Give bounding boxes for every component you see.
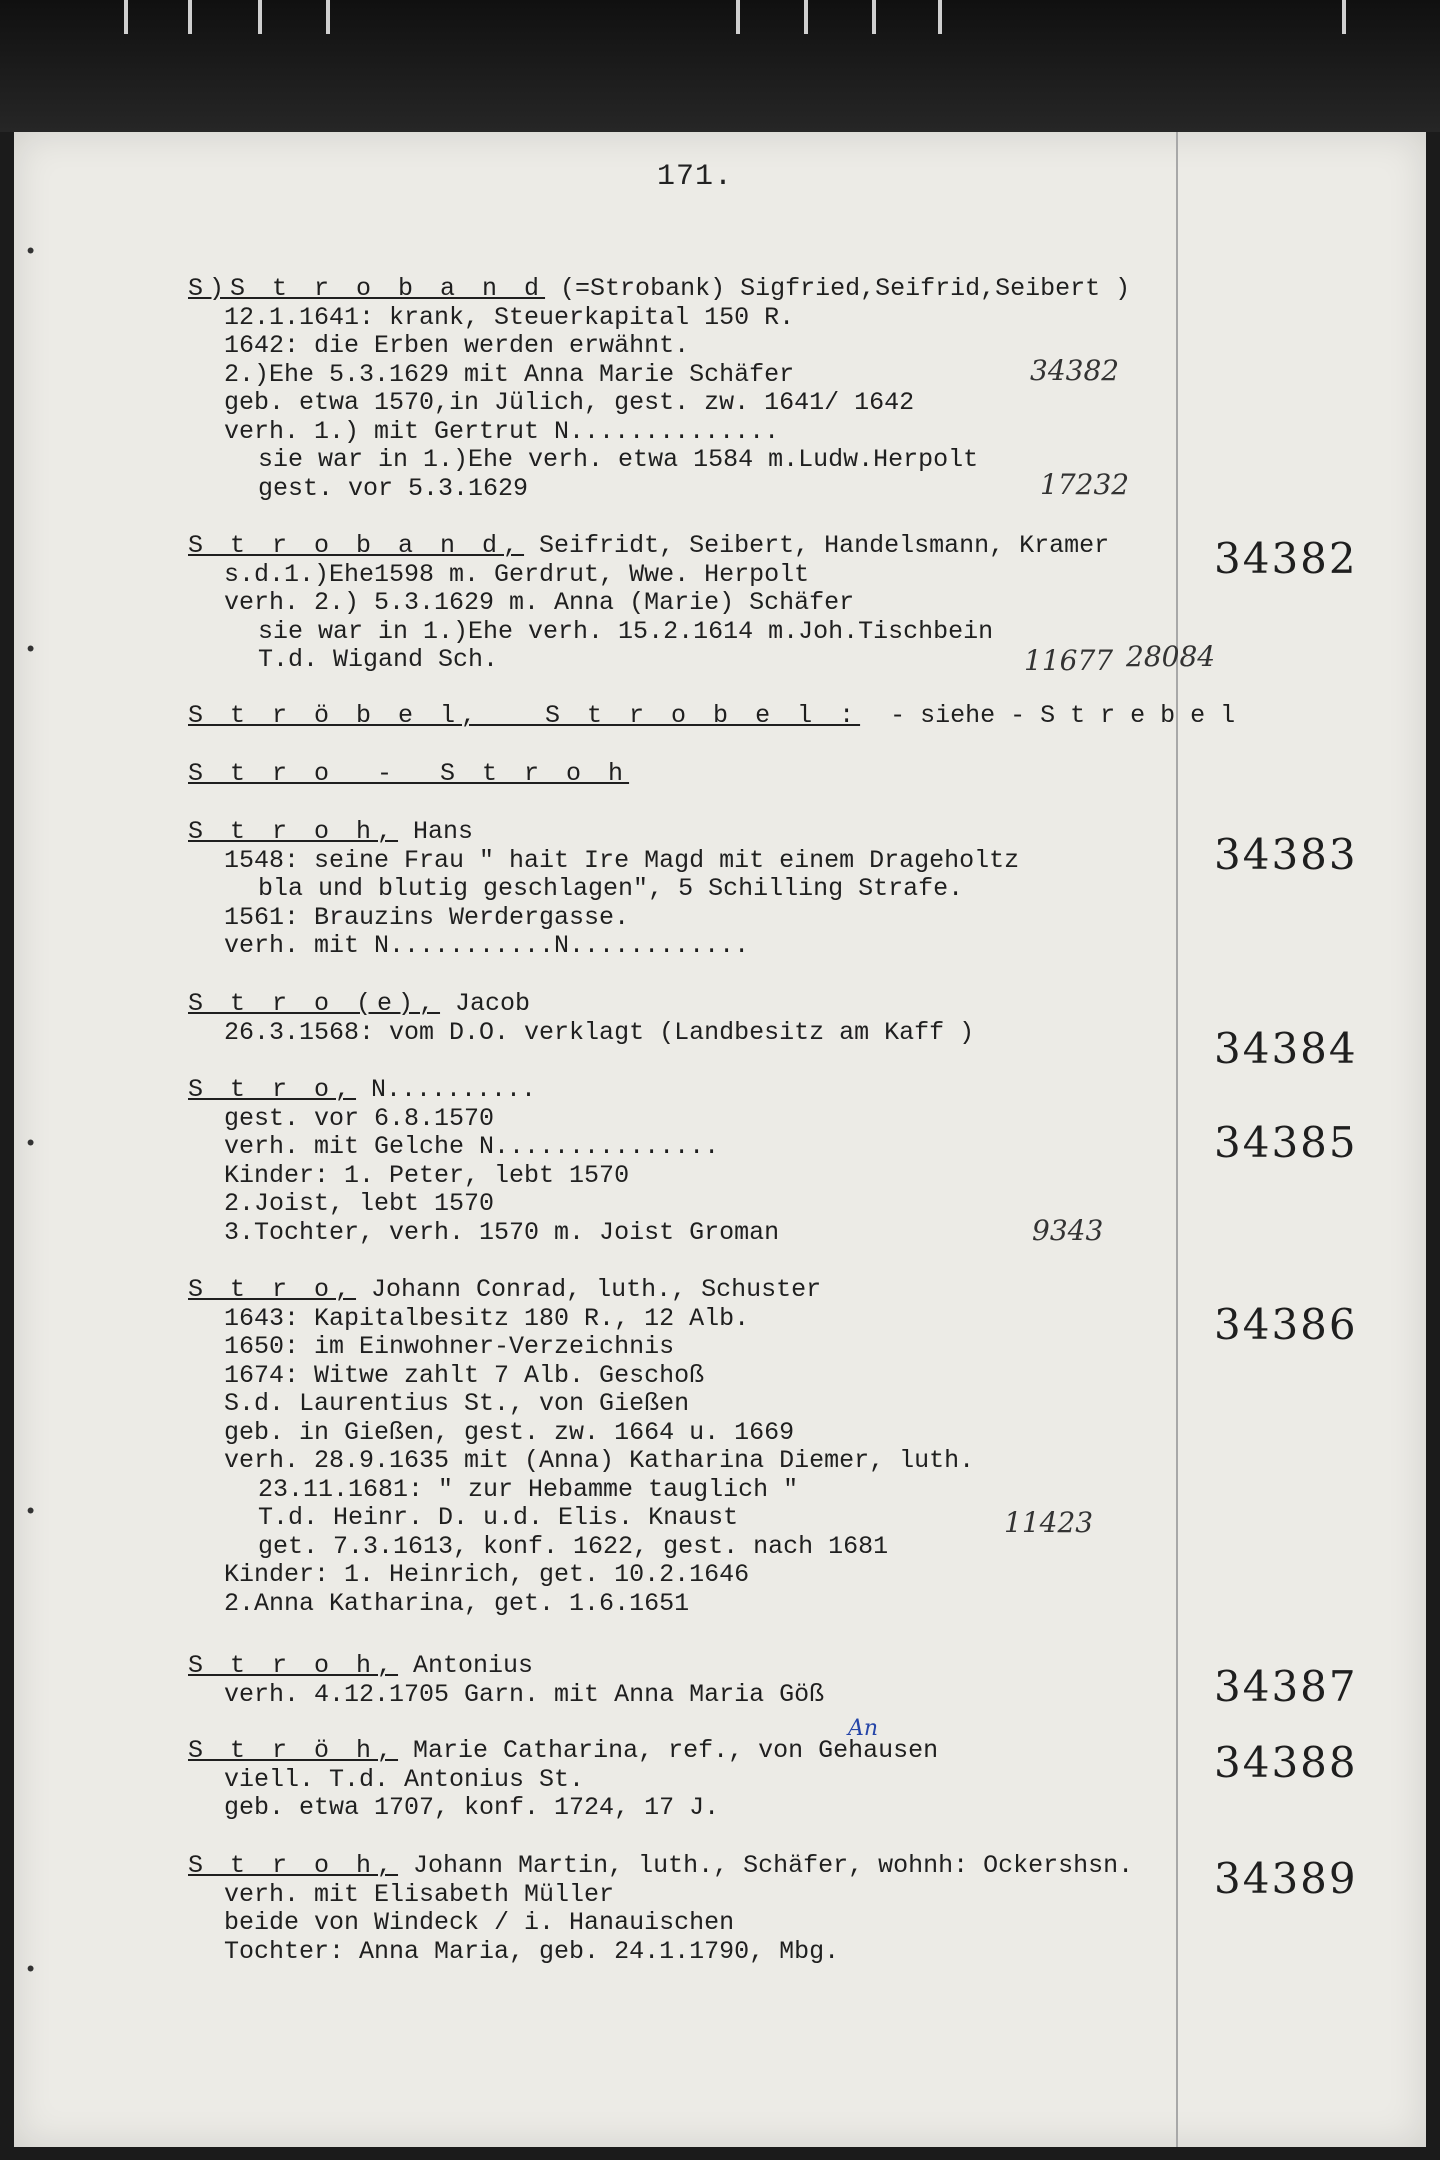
ruler-tick — [938, 0, 942, 34]
ruler-tick — [804, 0, 808, 34]
reference-number: 34387 — [1214, 1662, 1358, 1711]
punch-mark: • — [24, 240, 38, 265]
punch-mark: • — [24, 1132, 38, 1157]
ruler-tick — [258, 0, 262, 34]
entry: S t r o h, Johann Martin, luth., Schäfer, wohnh: Ockershsn. verh. mit Elisabeth Müller beide von Windeck / i. Hanauischen Tochter: Anna Maria, geb. 24.1.1790, Mbg. — [188, 1851, 1134, 1966]
entry: S t r o, Johann Conrad, luth., Schuster 1643: Kapitalbesitz 180 R., 12 Alb. 1650: im Einwohner-Verzeichnis 1674: Witwe zahlt 7 Alb. Geschoß S.d. Laurentius St., von Gießen geb. in Gießen, gest. zw. 1664 u. 1669 verh. 28.9.1635 mit (Anna) Katharina Diemer, luth. 23.11.1681: " zur Hebamme tauglich " T.d. Heinr. D. u.d. Elis. Knaust get. 7.3.1613, konf. 1622, gest. nach 1681 Kinder: 1. Heinrich, get. 10.2.1646 2.Anna Katharina, get. 1.6.1651 — [188, 1275, 975, 1618]
handwritten-note: 34382 — [1030, 354, 1120, 387]
ruler-tick — [188, 0, 192, 34]
surname: S t r ö h, — [188, 1736, 399, 1765]
punch-mark: • — [24, 638, 38, 663]
document-page — [14, 132, 1426, 2147]
reference-number: 34383 — [1214, 830, 1358, 879]
reference-number: 34384 — [1214, 1024, 1358, 1073]
ruler-tick — [872, 0, 876, 34]
ruler-tick — [124, 0, 128, 34]
reference-number: 34388 — [1214, 1738, 1358, 1787]
entry: S t r o h, Hans 1548: seine Frau " hait Ire Magd mit einem Drageholtz bla und blutig geschlagen", 5 Schilling Strafe. 1561: Brauzins Werdergasse. verh. mit N...........N............ — [188, 817, 1020, 960]
surname: S t r o h, — [188, 1851, 399, 1880]
reference-number: 34389 — [1214, 1854, 1358, 1903]
surname: S t r o h, — [188, 817, 399, 846]
entry: S t r ö h, Marie Catharina, ref., von Gehausen viell. T.d. Antonius St. geb. etwa 1707, konf. 1724, 17 J. — [188, 1736, 939, 1822]
entry: S)S t r o b a n d (=Strobank) Sigfried,Seifrid,Seibert ) 12.1.1641: krank, Steuerkapital 150 R. 1642: die Erben werden erwähnt. 2.)Ehe 5.3.1629 mit Anna Marie Schäfer geb. etwa 1570,in Jülich, gest. zw. 1641/ 1642 verh. 1.) mit Gertrut N.............. sie war in 1.)Ehe verh. etwa 1584 m.Ludw.Herpolt gest. vor 5.3.1629 — [188, 274, 1131, 503]
handwritten-note: 11677 — [1024, 644, 1114, 677]
reference-number: 34386 — [1214, 1300, 1358, 1349]
entry: S t r ö b e l, S t r o b e l : - siehe - S t r e b e l — [188, 701, 1236, 730]
entry — [188, 760, 1198, 789]
ruler-tick — [1342, 0, 1346, 34]
ruler-tick — [326, 0, 330, 34]
surname: S t r o (e), — [188, 989, 441, 1018]
surname: S t r ö b e l, S t r o b e l : — [188, 701, 861, 730]
punch-mark: • — [24, 1958, 38, 1983]
surname: S t r o, — [188, 1275, 357, 1304]
handwritten-note: 9343 — [1032, 1214, 1104, 1247]
surname: S t r o b a n d, — [188, 531, 525, 560]
entry: S t r o b a n d, Seifridt, Seibert, Handelsmann, Kramer s.d.1.)Ehe1598 m. Gerdrut, Wwe. Herpolt verh. 2.) 5.3.1629 m. Anna (Marie) Schäfer sie war in 1.)Ehe verh. 15.2.1614 m.Joh.Tischbein T.d. Wigand Sch. — [188, 531, 1110, 674]
entry: S t r o (e), Jacob 26.3.1568: vom D.O. verklagt (Landbesitz am Kaff ) — [188, 989, 975, 1047]
surname: S t r o, — [188, 1075, 357, 1104]
entry: S t r o h, Antonius verh. 4.12.1705 Garn. mit Anna Maria Göß — [188, 1651, 825, 1709]
handwritten-note: 17232 — [1040, 468, 1130, 501]
surname: S t r o - S t r o h — [188, 759, 630, 788]
surname: S t r o h, — [188, 1651, 399, 1680]
handwritten-correction: An — [848, 1716, 879, 1741]
reference-number: 34385 — [1214, 1118, 1358, 1167]
handwritten-note: 11423 — [1004, 1506, 1094, 1539]
ruler-tick — [736, 0, 740, 34]
handwritten-note: 28084 — [1126, 640, 1216, 673]
surname: S)S t r o b a n d — [188, 274, 546, 303]
reference-number: 34382 — [1214, 534, 1358, 583]
page-number: 171. — [657, 160, 734, 194]
punch-mark: • — [24, 1500, 38, 1525]
scanner-background — [0, 0, 1440, 132]
entry: S t r o, N.......... gest. vor 6.8.1570 verh. mit Gelche N............... Kinder: 1. Peter, lebt 1570 2.Joist, lebt 1570 3.Tochter, verh. 1570 m. Joist Groman — [188, 1075, 780, 1247]
